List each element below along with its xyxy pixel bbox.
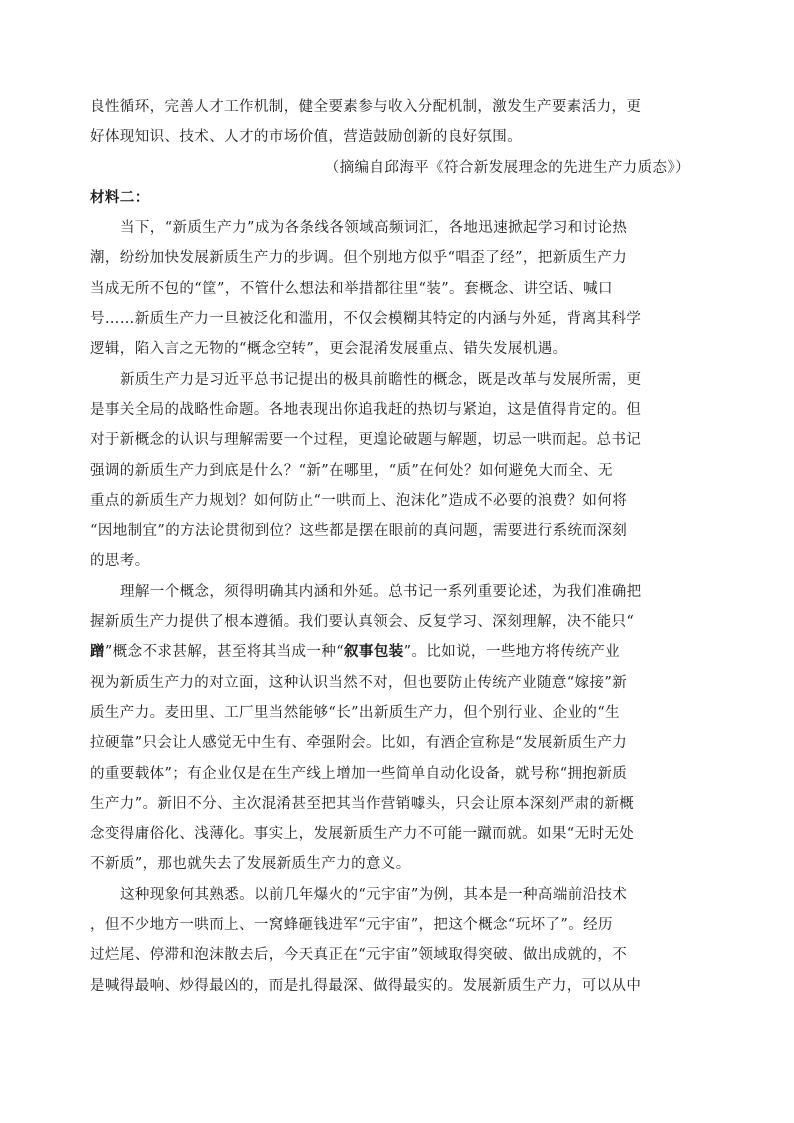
- text-line: 理解一个概念，须得明确其内涵和外延。总书记一系列重要论述，为我们准确把: [120, 583, 642, 600]
- text-fragment: ”。比如说，一些地方将传统产业: [403, 644, 621, 661]
- text-line: 良性循环，完善人才工作机制，健全要素参与收入分配机制，激发生产要素活力，更: [90, 99, 642, 115]
- text-line: 号……新质生产力一旦被泛化和滥用，不仅会模糊其特定的内涵与外延，背离其科学: [90, 311, 642, 328]
- text-line: 重点的新质生产力规划？如何防止“一哄而上、泡沫化”造成不必要的浪费？如何将: [90, 492, 628, 509]
- text-line: 好体现知识、技术、人才的市场价值，营造鼓励创新的良好氛围。: [90, 129, 523, 146]
- text-line: 是事关全局的战略性命题。各地表现出你追我赶的热切与紧迫，这是值得肯定的。但: [90, 401, 642, 418]
- text-line: 握新质生产力提供了根本遵循。我们要认真领会、反复学习、深刻理解，决不能只“: [90, 614, 635, 631]
- text-line: 念变得庸俗化、浅薄化。事实上，发展新质生产力不可能一蹴而就。如果“无时无处: [90, 826, 635, 843]
- text-line: 对于新概念的认识与理解需要一个过程，更遑论破题与解题，切忌一哄而起。总书记: [90, 432, 642, 449]
- text-line-mixed: [90, 637, 704, 667]
- text-line: ，但不少地方一哄而上、一窝蜂砸钱进军“元宇宙”，把这个概念“玩坏了”。经历: [90, 917, 613, 934]
- text-line: 当下，“新质生产力”成为各条线各领域高频词汇，各地迅速掀起学习和讨论热: [120, 220, 628, 237]
- text-line: 生产力”。新旧不分、主次混淆甚至把其当作营销噱头，只会让原本深刻严肃的新概: [90, 795, 635, 812]
- text-line: 的思考。: [90, 553, 150, 570]
- text-line: 是喊得最响、炒得最凶的，而是扎得最深、做得最实的。发展新质生产力，可以从中: [90, 977, 642, 994]
- text-line: 的重要载体”；有企业仅是在生产线上增加一些简单自动化设备，就号称“拥抱新质: [90, 765, 628, 782]
- text-line: 新质生产力是习近平总书记提出的极具前瞻性的概念，既是改革与发展所需，更: [120, 371, 642, 388]
- text-line: “因地制宜”的方法论贯彻到位？这些都是摆在眼前的真问题，需要进行系统而深刻: [90, 523, 628, 540]
- text-line: 过烂尾、停滞和泡沫散去后，今天真正在“元宇宙”领域取得突破、做出成就的，不: [90, 947, 628, 964]
- text-line: 这种现象何其熟悉。以前几年爆火的“元宇宙”为例，其本是一种高端前沿技术: [120, 886, 628, 903]
- text-line: 不新质”，那也就失去了发展新质生产力的意义。: [90, 856, 411, 873]
- text-line: 质生产力。麦田里、工厂里当然能够“长”出新质生产力，但个别行业、企业的“生: [90, 704, 621, 721]
- bold-term: 叙事包装: [344, 643, 404, 661]
- section-heading: 材料二：: [90, 188, 150, 206]
- text-line: 强调的新质生产力到底是什么？“新”在哪里，“质”在何处？如何避免大而全、无: [90, 462, 613, 479]
- text-fragment: ”概念不求甚解，甚至将其当成一种“: [104, 644, 345, 661]
- text-line: 拉硬靠”只会让人感觉无中生有、牵强附会。比如，有酒企宣称是“发展新质生产力: [90, 735, 628, 752]
- bold-term: 蹭: [90, 643, 105, 661]
- text-line: 潮，纷纷加快发展新质生产力的步调。但个别地方似乎“唱歪了经”，把新质生产力: [90, 250, 628, 267]
- text-line: 当成无所不包的“筐”，不管什么想法和举措都往里“装”。套概念、讲空话、喊口: [90, 280, 613, 297]
- article-body: [90, 92, 704, 1001]
- text-line: 视为新质生产力的对立面，这种认识当然不对，但也要防止传统产业随意“嫁接”新: [90, 674, 628, 691]
- source-citation: （摘编自邱海平《符合新发展理念的先进生产力质态》）: [324, 159, 690, 176]
- text-line: 逻辑，陷入言之无物的“概念空转”，更会混淆发展重点、错失发展机遇。: [90, 341, 568, 358]
